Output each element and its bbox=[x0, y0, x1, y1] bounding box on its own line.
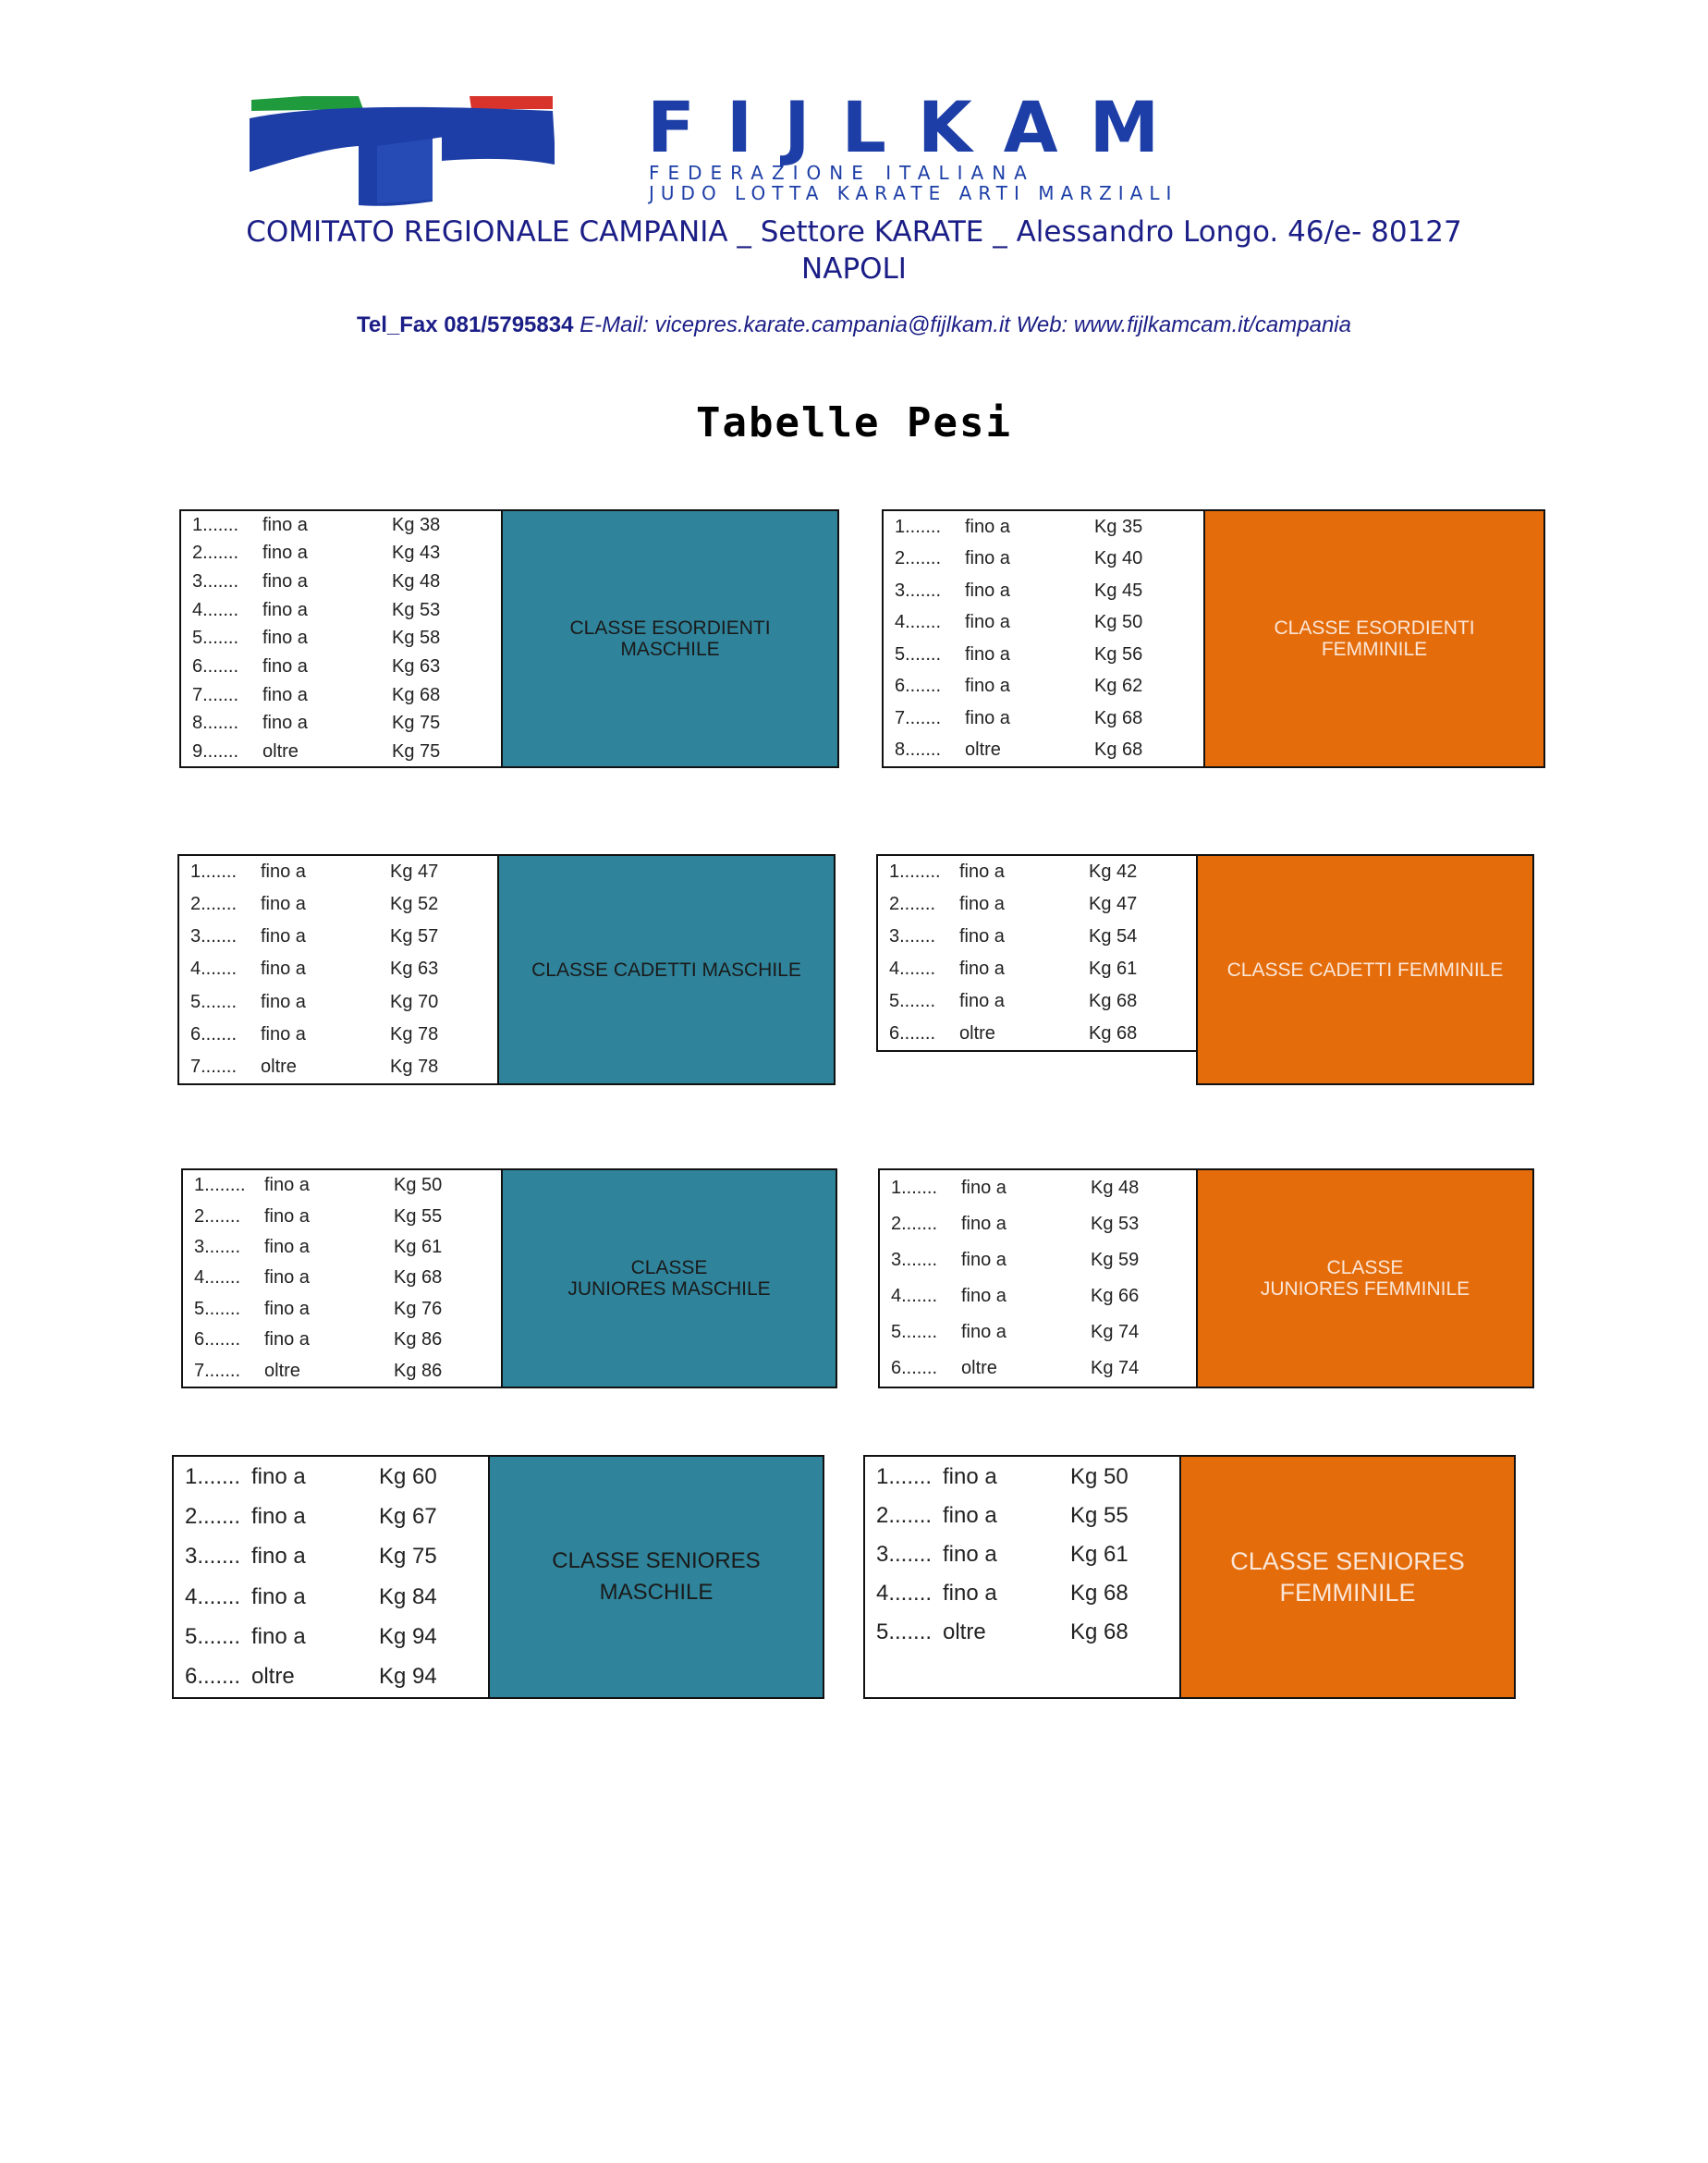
weight-row-kg: Kg 63 bbox=[390, 959, 439, 980]
weight-list bbox=[179, 856, 499, 1083]
table-seniores-femminile bbox=[863, 1455, 1516, 1699]
class-label bbox=[1196, 854, 1534, 1085]
weight-row-number: 2....... bbox=[192, 543, 239, 564]
weight-row-kg: Kg 94 bbox=[379, 1664, 437, 1690]
weight-row-number: 6....... bbox=[889, 1023, 936, 1044]
weight-row-number: 2....... bbox=[185, 1503, 241, 1529]
weight-row-limit: fino a bbox=[959, 926, 1005, 947]
tel-fax: Tel_Fax 081/5795834 bbox=[357, 312, 574, 337]
weight-row bbox=[192, 741, 501, 763]
weight-row bbox=[889, 894, 1196, 915]
weight-row-limit: fino a bbox=[262, 543, 308, 564]
weight-row-number: 7....... bbox=[194, 1360, 241, 1381]
weight-row-kg: Kg 50 bbox=[1070, 1464, 1128, 1489]
weight-row-kg: Kg 76 bbox=[394, 1298, 443, 1319]
weight-row-number: 1....... bbox=[185, 1463, 241, 1489]
weight-row bbox=[895, 612, 1203, 633]
weight-row-kg: Kg 61 bbox=[394, 1237, 443, 1258]
weight-row-kg: Kg 57 bbox=[390, 926, 439, 947]
weight-row-kg: Kg 47 bbox=[1089, 894, 1138, 914]
weight-row-kg: Kg 84 bbox=[379, 1583, 437, 1609]
weight-row bbox=[190, 992, 497, 1013]
weight-row-kg: Kg 43 bbox=[392, 543, 441, 564]
weight-row-number: 4....... bbox=[190, 959, 238, 980]
weight-row-number: 3....... bbox=[194, 1237, 241, 1258]
weight-row-number: 3....... bbox=[889, 926, 936, 947]
weight-row-limit: fino a bbox=[251, 1544, 306, 1570]
weight-row-limit: fino a bbox=[262, 713, 308, 734]
weight-row-limit: fino a bbox=[961, 1214, 1006, 1234]
weight-row-kg: Kg 75 bbox=[379, 1544, 437, 1570]
weight-row-kg: Kg 56 bbox=[1094, 643, 1143, 665]
weight-row-limit: fino a bbox=[262, 571, 308, 593]
weight-row bbox=[185, 1664, 488, 1690]
table-juniores-maschile bbox=[181, 1168, 837, 1388]
weight-row-limit: fino a bbox=[943, 1464, 997, 1489]
logo-subtitle-1: FEDERAZIONE ITALIANA bbox=[649, 162, 1035, 184]
weight-row-kg: Kg 38 bbox=[392, 514, 441, 535]
flag-red-stripe bbox=[470, 96, 553, 109]
weight-row bbox=[889, 959, 1196, 980]
weight-row bbox=[192, 656, 501, 678]
weight-row bbox=[876, 1542, 1179, 1568]
weight-row-limit: fino a bbox=[961, 1322, 1006, 1342]
weight-row-limit: fino a bbox=[961, 1286, 1006, 1306]
weight-row bbox=[194, 1206, 501, 1228]
weight-row bbox=[895, 676, 1203, 697]
weight-row-limit: fino a bbox=[961, 1178, 1006, 1198]
weight-row-number: 2....... bbox=[194, 1205, 241, 1227]
weight-row-kg: Kg 74 bbox=[1091, 1358, 1140, 1378]
weight-row-number: 1....... bbox=[876, 1464, 933, 1489]
class-label-line: CLASSE CADETTI FEMMINILE bbox=[1226, 959, 1504, 981]
weight-row bbox=[190, 862, 497, 883]
weight-row bbox=[876, 1464, 1179, 1490]
committee-address: COMITATO REGIONALE CAMPANIA _ Settore KARATE _ Alessandro Longo. 46/e- 80127 bbox=[246, 215, 1462, 249]
weight-list bbox=[181, 511, 503, 766]
class-label bbox=[1179, 1455, 1516, 1699]
class-label bbox=[501, 1168, 837, 1388]
weight-row-kg: Kg 48 bbox=[1091, 1178, 1140, 1198]
weight-row-limit: fino a bbox=[959, 894, 1005, 914]
weight-row-limit: fino a bbox=[965, 612, 1010, 633]
weight-row-kg: Kg 63 bbox=[392, 656, 441, 678]
weight-row-kg: Kg 54 bbox=[1089, 926, 1138, 947]
weight-row-number: 5....... bbox=[185, 1623, 241, 1649]
logo-wordmark: FIJLKAM bbox=[647, 91, 1191, 168]
weight-row-kg: Kg 68 bbox=[392, 684, 441, 705]
weight-row bbox=[889, 926, 1196, 947]
weight-row bbox=[185, 1584, 488, 1610]
weight-row bbox=[194, 1175, 501, 1196]
weight-row-number: 5....... bbox=[192, 628, 239, 649]
table-esordienti-maschile bbox=[179, 509, 839, 768]
weight-row-limit: oltre bbox=[943, 1619, 986, 1644]
weight-row-kg: Kg 78 bbox=[390, 1056, 439, 1077]
weight-row-number: 4....... bbox=[895, 612, 942, 633]
weight-row bbox=[185, 1624, 488, 1650]
weight-row-kg: Kg 50 bbox=[1094, 612, 1143, 633]
weight-row-number: 7....... bbox=[895, 707, 942, 728]
weight-row-limit: oltre bbox=[965, 739, 1001, 761]
weight-row-limit: fino a bbox=[943, 1581, 997, 1606]
weight-row-limit: fino a bbox=[965, 707, 1010, 728]
weight-row-number: 8....... bbox=[895, 739, 942, 761]
weight-row-number: 3....... bbox=[185, 1544, 241, 1570]
weight-row-kg: Kg 68 bbox=[1089, 1023, 1138, 1044]
weight-row-limit: fino a bbox=[261, 894, 306, 915]
weight-row bbox=[891, 1178, 1196, 1199]
weight-row bbox=[889, 991, 1196, 1012]
weight-row-limit: fino a bbox=[264, 1267, 310, 1289]
class-label-line: FEMMINILE bbox=[1279, 1579, 1416, 1607]
weight-row-limit: fino a bbox=[965, 516, 1010, 537]
weight-row bbox=[190, 1024, 497, 1045]
weight-row bbox=[891, 1286, 1196, 1307]
weight-row-limit: fino a bbox=[251, 1503, 306, 1529]
weight-row-number: 3....... bbox=[190, 926, 238, 947]
weight-row bbox=[891, 1322, 1196, 1343]
weight-row-limit: oltre bbox=[251, 1664, 295, 1690]
weight-row-kg: Kg 55 bbox=[1070, 1503, 1128, 1528]
weight-row-kg: Kg 94 bbox=[379, 1623, 437, 1649]
class-label bbox=[488, 1455, 824, 1699]
class-label-line: CLASSE SENIORES MASCHILE bbox=[552, 1548, 761, 1605]
weight-row-number: 4....... bbox=[891, 1286, 938, 1306]
table-juniores-femminile bbox=[878, 1168, 1534, 1388]
weight-row bbox=[889, 862, 1196, 883]
weight-row-kg: Kg 48 bbox=[392, 571, 441, 593]
weight-row bbox=[194, 1267, 501, 1289]
weight-row bbox=[895, 548, 1203, 569]
weight-row-number: 8....... bbox=[192, 713, 239, 734]
fijlkam-logo bbox=[248, 91, 1523, 209]
weight-row-limit: fino a bbox=[262, 628, 308, 649]
weight-row-number: 7....... bbox=[192, 684, 239, 705]
weight-row-limit: fino a bbox=[262, 514, 308, 535]
weight-row-limit: oltre bbox=[959, 1023, 995, 1044]
email-web[interactable]: E-Mail: vicepres.karate.campania@fijlkam.it Web: www.fijlkamcam.it/campania bbox=[573, 312, 1351, 337]
class-label-line: MASCHILE bbox=[620, 639, 720, 660]
weight-row-limit: fino a bbox=[959, 959, 1005, 979]
class-label-line: CLASSE ESORDIENTI bbox=[569, 617, 771, 639]
weight-row-limit: fino a bbox=[965, 643, 1010, 665]
weight-row bbox=[891, 1358, 1196, 1379]
class-label-line: JUNIORES FEMMINILE bbox=[1260, 1278, 1470, 1300]
class-label-line: CLASSE SENIORES bbox=[1230, 1547, 1465, 1575]
weight-row-number: 3....... bbox=[895, 580, 942, 601]
weight-list bbox=[865, 1457, 1181, 1697]
weight-row-number: 7....... bbox=[190, 1056, 238, 1077]
weight-row bbox=[185, 1464, 488, 1490]
table-seniores-maschile bbox=[172, 1455, 824, 1699]
weight-row-number: 5....... bbox=[194, 1298, 241, 1319]
weight-row-kg: Kg 86 bbox=[394, 1360, 443, 1381]
weight-row-kg: Kg 45 bbox=[1094, 580, 1143, 601]
class-label bbox=[1203, 509, 1545, 768]
weight-row-number: 3....... bbox=[891, 1250, 938, 1270]
weight-row-number: 6....... bbox=[190, 1023, 238, 1045]
class-label-line: CLASSE bbox=[630, 1257, 708, 1278]
weight-row-limit: fino a bbox=[965, 580, 1010, 601]
weight-row-kg: Kg 53 bbox=[392, 599, 441, 620]
weight-row bbox=[192, 515, 501, 536]
weight-row-number: 4....... bbox=[889, 959, 936, 979]
weight-row-limit: oltre bbox=[264, 1360, 300, 1381]
class-label bbox=[497, 854, 836, 1085]
weight-row-number: 4....... bbox=[876, 1581, 933, 1606]
weight-row-number: 5....... bbox=[889, 991, 936, 1011]
weight-row-limit: oltre bbox=[961, 1358, 997, 1378]
weight-list bbox=[880, 1170, 1198, 1387]
weight-row-number: 2....... bbox=[889, 894, 936, 914]
weight-row bbox=[891, 1250, 1196, 1271]
weight-row-number: 5....... bbox=[895, 643, 942, 665]
class-label bbox=[1196, 1168, 1534, 1388]
weight-row bbox=[192, 713, 501, 734]
weight-row-limit: fino a bbox=[965, 548, 1010, 569]
weight-row-number: 1........ bbox=[194, 1175, 246, 1196]
weight-row-limit: fino a bbox=[264, 1298, 310, 1319]
weight-row-number: 2....... bbox=[876, 1503, 933, 1528]
weight-row-kg: Kg 61 bbox=[1070, 1542, 1128, 1567]
weight-row-limit: oltre bbox=[262, 741, 299, 763]
weight-row bbox=[192, 628, 501, 649]
weight-row-kg: Kg 68 bbox=[1089, 991, 1138, 1011]
weight-row-kg: Kg 68 bbox=[1070, 1619, 1128, 1644]
page-title: Tabelle Pesi bbox=[696, 399, 1012, 446]
weight-row-limit: fino a bbox=[251, 1583, 306, 1609]
weight-row-kg: Kg 74 bbox=[1091, 1322, 1140, 1342]
weight-row-limit: fino a bbox=[251, 1463, 306, 1489]
weight-row-limit: oltre bbox=[261, 1056, 297, 1077]
weight-row bbox=[190, 894, 497, 915]
weight-row-kg: Kg 86 bbox=[394, 1329, 443, 1350]
weight-row-number: 3....... bbox=[876, 1542, 933, 1567]
weight-row-number: 1........ bbox=[889, 862, 941, 882]
weight-row-number: 4....... bbox=[185, 1583, 241, 1609]
weight-row bbox=[895, 517, 1203, 538]
weight-row-kg: Kg 62 bbox=[1094, 676, 1143, 697]
weight-row-number: 9....... bbox=[192, 741, 239, 763]
weight-list bbox=[878, 856, 1198, 1050]
weight-row-number: 1....... bbox=[895, 516, 942, 537]
weight-row-number: 1....... bbox=[190, 862, 238, 883]
weight-row bbox=[194, 1299, 501, 1320]
weight-row-number: 4....... bbox=[192, 599, 239, 620]
weight-row-limit: fino a bbox=[959, 991, 1005, 1011]
logo-subtitle-2: JUDO LOTTA KARATE ARTI MARZIALI bbox=[649, 182, 1178, 204]
weight-row-limit: fino a bbox=[261, 862, 306, 883]
weight-row bbox=[192, 600, 501, 621]
weight-row-limit: fino a bbox=[959, 862, 1005, 882]
class-label-line: JUNIORES MASCHILE bbox=[567, 1278, 771, 1300]
weight-row bbox=[185, 1504, 488, 1530]
weight-row-number: 2....... bbox=[891, 1214, 938, 1234]
weight-row bbox=[192, 685, 501, 706]
weight-row-kg: Kg 68 bbox=[1094, 739, 1143, 761]
weight-row bbox=[889, 1023, 1196, 1045]
weight-row-kg: Kg 68 bbox=[1070, 1581, 1128, 1606]
weight-row-number: 5....... bbox=[190, 991, 238, 1012]
weight-row bbox=[895, 644, 1203, 666]
weight-row-limit: fino a bbox=[264, 1329, 310, 1350]
weight-row-number: 3....... bbox=[192, 571, 239, 593]
contact-line bbox=[0, 312, 1708, 338]
weight-row-limit: fino a bbox=[262, 599, 308, 620]
weight-row-kg: Kg 59 bbox=[1091, 1250, 1140, 1270]
weight-row-number: 4....... bbox=[194, 1267, 241, 1289]
weight-row-number: 1....... bbox=[891, 1178, 938, 1198]
weight-row bbox=[876, 1581, 1179, 1607]
weight-row-limit: fino a bbox=[261, 959, 306, 980]
weight-row-kg: Kg 53 bbox=[1091, 1214, 1140, 1234]
weight-row-limit: fino a bbox=[261, 926, 306, 947]
weight-row-kg: Kg 52 bbox=[390, 894, 439, 915]
weight-row bbox=[190, 926, 497, 947]
weight-row bbox=[891, 1214, 1196, 1235]
weight-row-kg: Kg 47 bbox=[390, 862, 439, 883]
weight-row bbox=[192, 543, 501, 564]
weight-row-kg: Kg 78 bbox=[390, 1023, 439, 1045]
weight-row-number: 6....... bbox=[194, 1329, 241, 1350]
weight-row-limit: fino a bbox=[961, 1250, 1006, 1270]
weight-row-number: 2....... bbox=[190, 894, 238, 915]
weight-row-limit: fino a bbox=[261, 991, 306, 1012]
weight-row-number: 2....... bbox=[895, 548, 942, 569]
weight-row bbox=[895, 739, 1203, 761]
weight-row-limit: fino a bbox=[965, 676, 1010, 697]
weight-row-kg: Kg 75 bbox=[392, 741, 441, 763]
class-label bbox=[501, 509, 839, 768]
weight-row-kg: Kg 58 bbox=[392, 628, 441, 649]
weight-row-kg: Kg 75 bbox=[392, 713, 441, 734]
weight-list bbox=[884, 511, 1205, 766]
weight-row-kg: Kg 35 bbox=[1094, 516, 1143, 537]
weight-row-kg: Kg 60 bbox=[379, 1463, 437, 1489]
weight-row-limit: fino a bbox=[262, 684, 308, 705]
weight-row-number: 5....... bbox=[876, 1619, 933, 1644]
class-label-line: CLASSE CADETTI MASCHILE bbox=[531, 959, 801, 981]
table-cadetti-femminile bbox=[876, 854, 1534, 1052]
weight-row-kg: Kg 40 bbox=[1094, 548, 1143, 569]
weight-row-kg: Kg 66 bbox=[1091, 1286, 1140, 1306]
weight-row-limit: fino a bbox=[264, 1237, 310, 1258]
weight-row-limit: fino a bbox=[264, 1175, 310, 1196]
weight-row-kg: Kg 68 bbox=[394, 1267, 443, 1289]
weight-list bbox=[183, 1170, 503, 1387]
committee-city: NAPOLI bbox=[801, 252, 907, 286]
table-esordienti-femminile bbox=[882, 509, 1545, 768]
weight-row-kg: Kg 70 bbox=[390, 991, 439, 1012]
weight-row-number: 1....... bbox=[192, 514, 239, 535]
weight-row-number: 6....... bbox=[895, 676, 942, 697]
weight-row-number: 6....... bbox=[192, 656, 239, 678]
weight-row bbox=[194, 1329, 501, 1350]
weight-list bbox=[174, 1457, 490, 1697]
weight-row-number: 6....... bbox=[185, 1664, 241, 1690]
weight-row-limit: fino a bbox=[251, 1623, 306, 1649]
weight-row-kg: Kg 68 bbox=[1094, 707, 1143, 728]
weight-row-kg: Kg 42 bbox=[1089, 862, 1138, 882]
weight-row bbox=[895, 580, 1203, 602]
weight-row bbox=[192, 571, 501, 593]
class-label-line: CLASSE bbox=[1326, 1257, 1404, 1278]
weight-row bbox=[876, 1503, 1179, 1529]
table-cadetti-maschile bbox=[177, 854, 836, 1085]
weight-row-kg: Kg 50 bbox=[394, 1175, 443, 1196]
weight-row-kg: Kg 55 bbox=[394, 1205, 443, 1227]
weight-row-limit: fino a bbox=[943, 1542, 997, 1567]
weight-row bbox=[185, 1544, 488, 1570]
weight-row bbox=[190, 959, 497, 980]
weight-row bbox=[190, 1057, 497, 1078]
weight-row-kg: Kg 67 bbox=[379, 1503, 437, 1529]
weight-row-kg: Kg 61 bbox=[1089, 959, 1138, 979]
weight-row-limit: fino a bbox=[264, 1205, 310, 1227]
weight-row-number: 6....... bbox=[891, 1358, 938, 1378]
weight-row-limit: fino a bbox=[943, 1503, 997, 1528]
weight-row bbox=[194, 1361, 501, 1382]
weight-row bbox=[194, 1237, 501, 1258]
weight-row bbox=[895, 708, 1203, 729]
class-label-line: FEMMINILE bbox=[1321, 639, 1428, 660]
weight-row-limit: fino a bbox=[261, 1023, 306, 1045]
weight-row-limit: fino a bbox=[262, 656, 308, 678]
class-label-line: CLASSE ESORDIENTI bbox=[1274, 617, 1475, 639]
weight-row bbox=[876, 1619, 1179, 1645]
weight-row-number: 5....... bbox=[891, 1322, 938, 1342]
